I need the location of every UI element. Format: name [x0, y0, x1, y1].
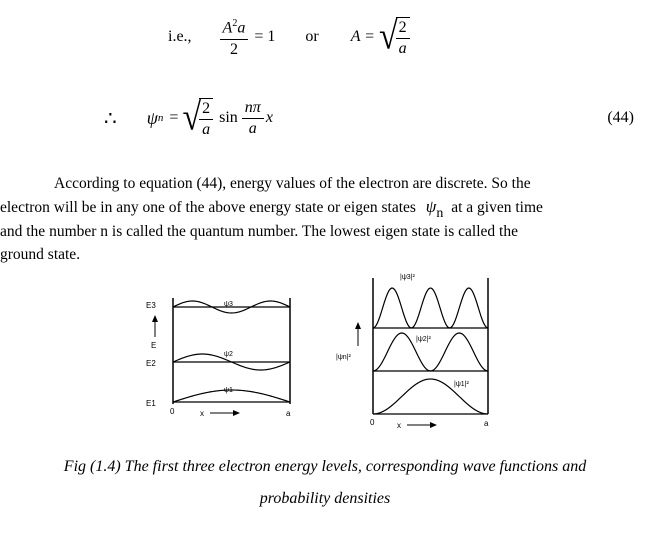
- x-arrow-head: [430, 422, 437, 428]
- symbol-a: a: [237, 19, 246, 37]
- figure-caption-line-2: probability densities: [259, 490, 391, 507]
- A-equals: A =: [350, 28, 375, 45]
- n-pi-over-a: [242, 99, 264, 138]
- denominator: 2: [229, 40, 238, 58]
- equals-one: = 1: [254, 28, 276, 45]
- paragraph-line-3: and the number n is called the quantum number. The lowest eigen state is called the: [0, 223, 518, 240]
- paragraph-line-1: According to equation (44), energy values of the electron are discrete. So the: [54, 175, 531, 192]
- x-variable: x: [265, 109, 273, 126]
- paragraph-line-2-text-a: electron will be in any one of the above energy state or eigen states: [0, 199, 416, 216]
- end-label-a: a: [286, 409, 291, 418]
- sqrt-num: 2: [199, 100, 213, 120]
- density-psi3: [373, 288, 488, 328]
- energy-axis-label: E: [151, 341, 157, 350]
- sqrt-num: 2: [396, 19, 410, 39]
- wave-label-psi1: ψ1: [224, 387, 233, 394]
- psi-symbol: ψ: [146, 107, 158, 128]
- origin-label: 0: [370, 418, 375, 427]
- density-label-psi3: |ψ3|²: [400, 274, 415, 281]
- psi-inline-sub: n: [436, 206, 444, 221]
- equals: =: [169, 109, 179, 126]
- density-label-psi2: |ψ2|²: [416, 336, 431, 343]
- symbol-A: A: [222, 19, 233, 37]
- energy-arrow-head: [152, 315, 158, 322]
- frac-den: a: [248, 119, 257, 137]
- level-label-e3: E3: [146, 301, 156, 310]
- frac-num: nπ: [242, 99, 264, 119]
- density-axis-label: |ψn|²: [336, 354, 351, 361]
- figure-probability-densities: [330, 266, 505, 434]
- paragraph: [0, 172, 640, 266]
- x-arrow-head: [233, 410, 240, 416]
- equation-number: (44): [607, 109, 634, 126]
- end-label-a: a: [484, 419, 489, 428]
- origin-label: 0: [170, 407, 175, 416]
- psi-inline: ψ: [425, 197, 437, 216]
- x-axis-label: x: [397, 421, 401, 430]
- equation-normalization: [168, 12, 410, 62]
- sqrt-2-over-a: √ $\frac{2}{a}$: [379, 17, 410, 58]
- density-arrow-head: [355, 322, 361, 329]
- figure-wavefunctions: [140, 292, 310, 424]
- density-psi1: [373, 379, 488, 414]
- x-axis-label: x: [200, 409, 204, 418]
- sin-text: sin: [219, 109, 238, 126]
- therefore-symbol: ∴: [104, 107, 117, 130]
- figure-caption-line-1: Fig (1.4) The first three electron energy levels, corresponding wave functions and: [63, 458, 587, 475]
- paragraph-line-2-text-b: at a given time: [451, 199, 543, 216]
- paragraph-line-4: ground state.: [0, 246, 81, 263]
- level-label-e1: E1: [146, 399, 156, 408]
- density-label-psi1: |ψ1|²: [454, 381, 469, 388]
- sqrt-den: a: [202, 120, 211, 138]
- paragraph-line-2: [0, 195, 640, 220]
- level-label-e2: E2: [146, 359, 156, 368]
- sqrt-2-over-a: √ $\frac{2}{a}$: [182, 98, 213, 139]
- wave-label-psi2: ψ2: [224, 351, 233, 358]
- or-text: or: [305, 28, 319, 45]
- wave-label-psi3: ψ3: [224, 301, 233, 308]
- equation-44: [104, 92, 634, 144]
- ie-text: i.e.,: [168, 28, 192, 45]
- exponent: 2: [232, 18, 238, 30]
- lhs-fraction: [220, 15, 249, 58]
- sqrt-den: a: [398, 39, 407, 57]
- psi-subscript: n: [157, 112, 164, 124]
